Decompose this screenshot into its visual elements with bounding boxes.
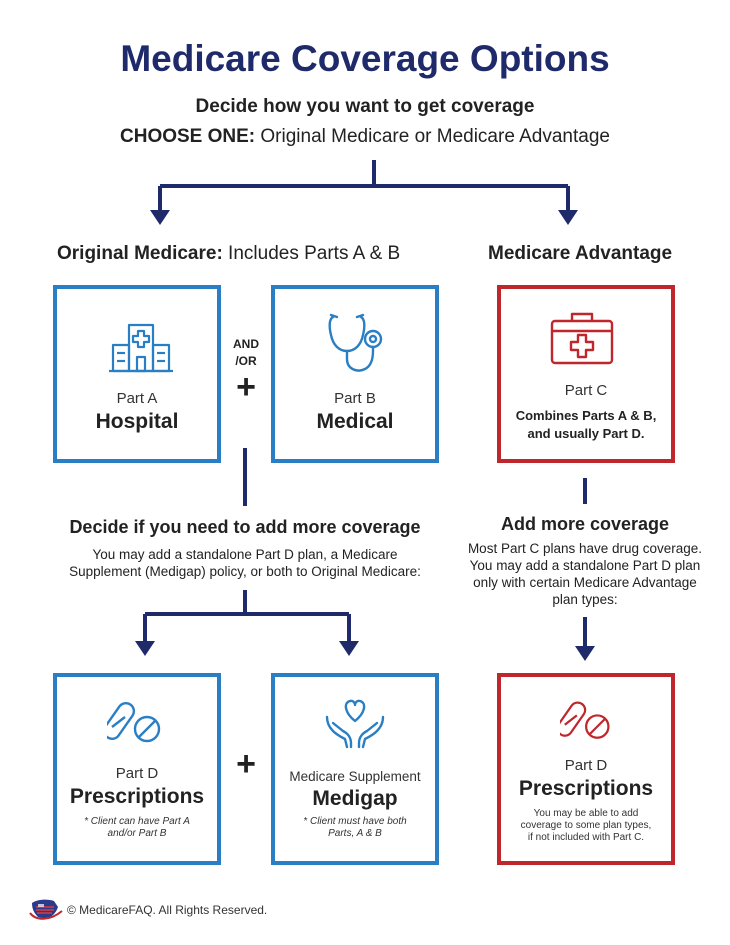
advantage-part-d-name: Prescriptions: [518, 777, 654, 800]
original-medicare-heading: [57, 243, 400, 265]
part-c-desc-line: Combines Parts A & B,: [515, 408, 657, 423]
medigap-name: Medigap: [312, 787, 398, 810]
desc-line: only with certain Medicare Advantage: [473, 575, 697, 590]
right-add-coverage-desc: [455, 540, 715, 608]
note-line: if not included with Part C.: [527, 832, 645, 843]
arrow-head: [558, 210, 578, 225]
left-add-coverage-heading: Decide if you need to add more coverage: [69, 517, 421, 537]
note-line: coverage to some plan types,: [520, 820, 652, 831]
part-b-label: Part B: [334, 390, 376, 407]
desc-line: You may add a standalone Part D plan: [469, 558, 701, 573]
subtitle: Decide how you want to get coverage: [195, 96, 535, 117]
right-add-coverage-heading: Add more coverage: [500, 514, 670, 534]
part-d-note: [57, 816, 217, 840]
note-line: * Client must have both: [303, 816, 407, 827]
left-add-coverage-desc: [30, 546, 460, 580]
note-line: You may be able to add: [533, 808, 639, 819]
part-d-name: Prescriptions: [69, 785, 205, 808]
part-c-desc-line: and usually Part D.: [527, 426, 645, 441]
or-text: /OR: [235, 354, 257, 368]
advantage-part-d-note: [501, 808, 671, 844]
note-line: * Client can have Part A: [84, 816, 190, 827]
and-text: AND: [233, 337, 259, 351]
arrow-head: [135, 641, 155, 656]
desc-line: You may add a standalone Part D plan, a Medicare: [92, 547, 398, 562]
pills-icon: [107, 695, 167, 751]
desc-line: Supplement (Medigap) policy, or both to Original Medicare:: [69, 564, 421, 579]
choose-one-label: CHOOSE ONE:: [120, 126, 256, 147]
note-line: and/or Part B: [107, 828, 167, 839]
choose-one-options: Original Medicare or Medicare Advantage: [255, 126, 610, 147]
original-medicare-includes: Includes Parts A & B: [222, 243, 401, 264]
advantage-part-d-card: [497, 673, 675, 865]
part-d-label: Part D: [115, 765, 159, 782]
part-c-description: [501, 407, 671, 443]
heart-hands-icon: [323, 695, 387, 751]
pills-icon: [560, 695, 616, 747]
note-line: Parts, A & B: [328, 828, 382, 839]
original-medicare-label: Original Medicare:: [57, 243, 223, 264]
arrow-head: [150, 210, 170, 225]
hospital-icon: [109, 321, 173, 373]
part-c-label: Part C: [564, 382, 608, 399]
page-title: Medicare Coverage Options: [120, 38, 610, 79]
medigap-note: [275, 816, 435, 840]
medigap-label: Medicare Supplement: [289, 769, 421, 784]
medicarefaq-logo: [28, 897, 64, 923]
part-c-card: [497, 285, 675, 463]
part-a-card: [53, 285, 221, 463]
arrow-head: [339, 641, 359, 656]
part-a-label: Part A: [116, 390, 158, 407]
footer-copyright: © MedicareFAQ. All Rights Reserved.: [67, 903, 268, 917]
plus-sign: +: [236, 368, 256, 406]
part-d-card: [53, 673, 221, 865]
part-a-name: Hospital: [95, 410, 179, 433]
medicare-advantage-heading: Medicare Advantage: [488, 243, 673, 264]
arrow-head: [575, 646, 595, 661]
part-b-card: [271, 285, 439, 463]
desc-line: plan types:: [552, 592, 618, 607]
stethoscope-icon: [327, 313, 391, 375]
advantage-part-d-label: Part D: [564, 757, 608, 774]
medical-kit-icon: [550, 309, 614, 367]
plus-sign: +: [236, 745, 256, 783]
and-or-label: [222, 336, 270, 370]
desc-line: Most Part C plans have drug coverage.: [467, 541, 703, 556]
part-b-name: Medical: [316, 410, 394, 433]
medigap-card: [271, 673, 439, 865]
